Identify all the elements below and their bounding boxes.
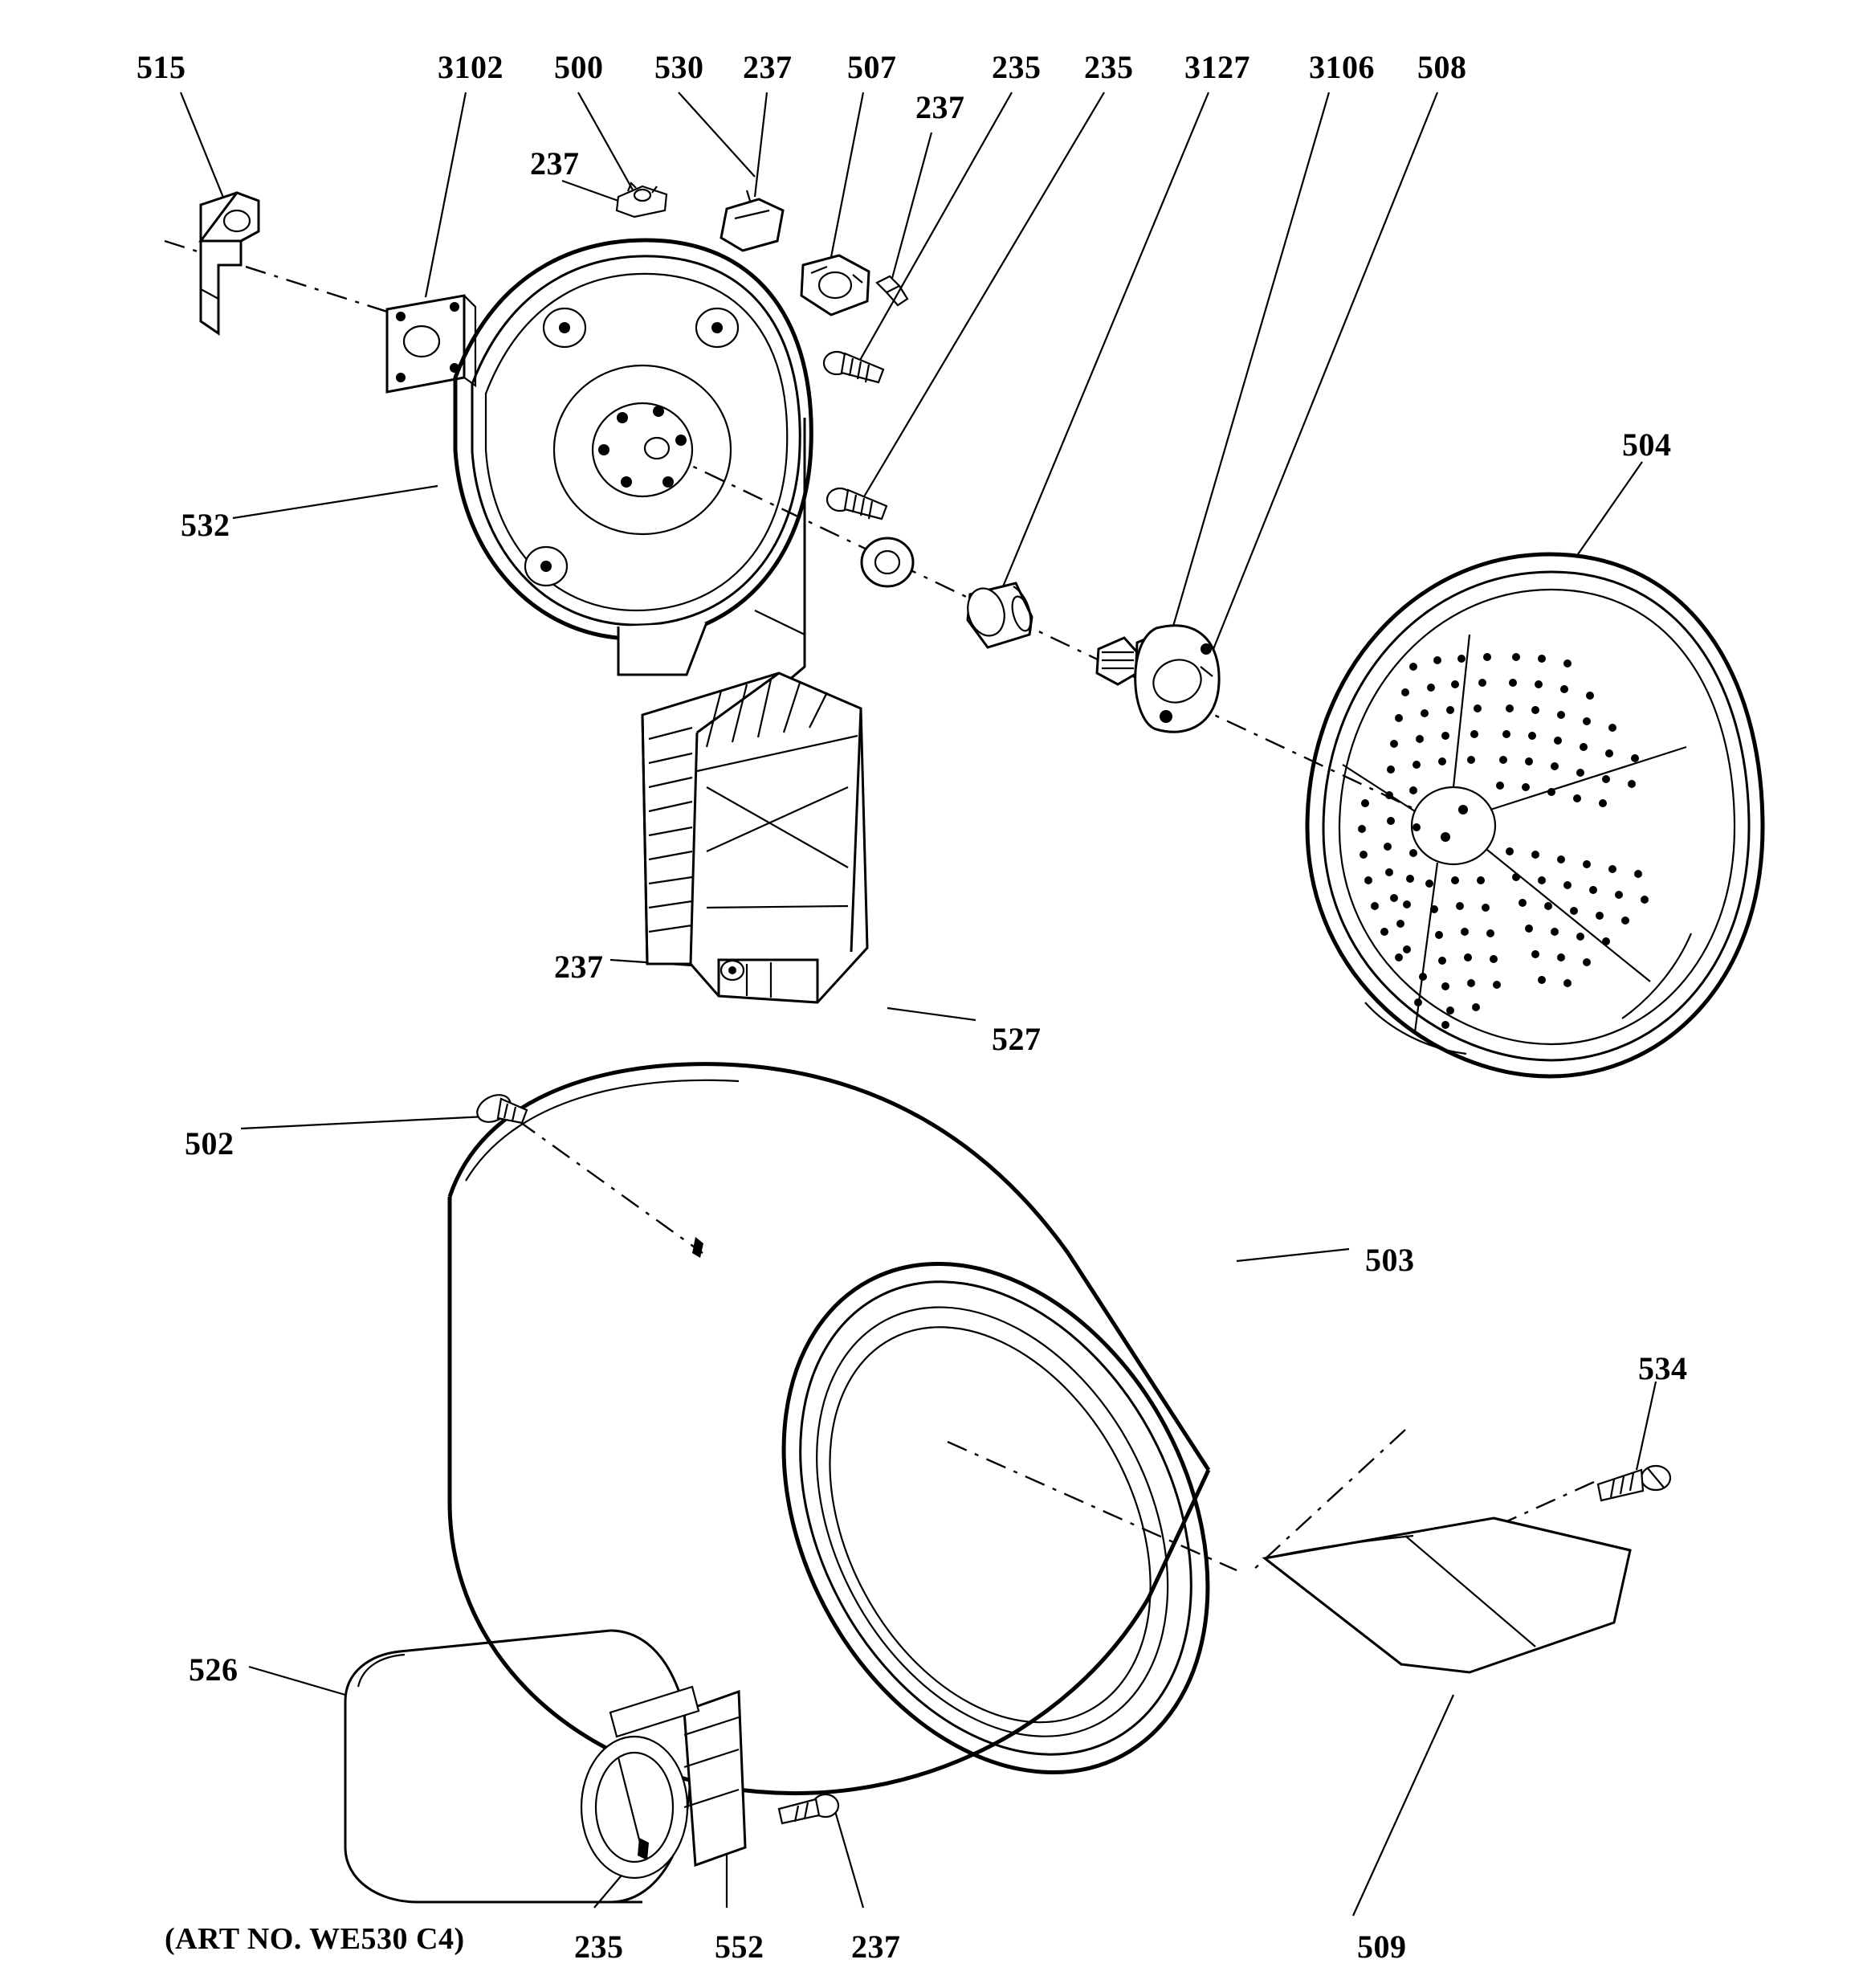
art-number-note: (ART NO. WE530 C4) [165,1922,465,1956]
part-500-clip [617,183,667,217]
part-530-glide [721,190,783,251]
callout-534: 534 [1638,1350,1688,1386]
callout-502: 502 [185,1125,234,1161]
callout-3127: 3127 [1184,49,1250,85]
callout-527: 527 [992,1021,1042,1057]
callout-503: 503 [1365,1242,1415,1278]
callout-504: 504 [1622,427,1672,463]
callout-532: 532 [181,507,230,543]
callout-237-e: 237 [851,1929,901,1965]
part-504-rear-screen [1307,554,1763,1076]
part-508-shaft-hub [1097,626,1219,733]
part-503-drum [450,1064,1292,1847]
callout-3106: 3106 [1309,49,1375,85]
callout-237-b: 237 [915,89,965,125]
part-527-heater-housing [642,673,867,1002]
callout-508: 508 [1417,49,1467,85]
callout-552: 552 [715,1929,764,1965]
assembly-axis [165,241,1594,1570]
callout-530: 530 [654,49,704,85]
callout-235-a: 235 [992,49,1042,85]
part-3102-plate [387,296,475,392]
callout-237-d: 237 [554,949,604,985]
part-3127-washer [862,538,913,586]
part-235-screws [824,352,887,519]
callout-235-c: 235 [574,1929,624,1965]
part-3106-bushing [963,583,1034,647]
callout-526: 526 [189,1651,238,1688]
callout-237-c: 237 [530,145,580,182]
part-532-rear-drum-head [455,240,811,699]
part-534-screw [1598,1466,1670,1500]
callout-237-a: 237 [743,49,793,85]
callout-235-b: 235 [1084,49,1134,85]
part-509-baffle [1265,1518,1630,1672]
part-526-heater-element [345,1631,691,1902]
callout-509: 509 [1357,1929,1407,1965]
part-515-bracket [201,193,259,333]
callout-3102: 3102 [438,49,503,85]
callout-507: 507 [847,49,897,85]
callout-500: 500 [554,49,604,85]
callout-515: 515 [137,49,186,85]
